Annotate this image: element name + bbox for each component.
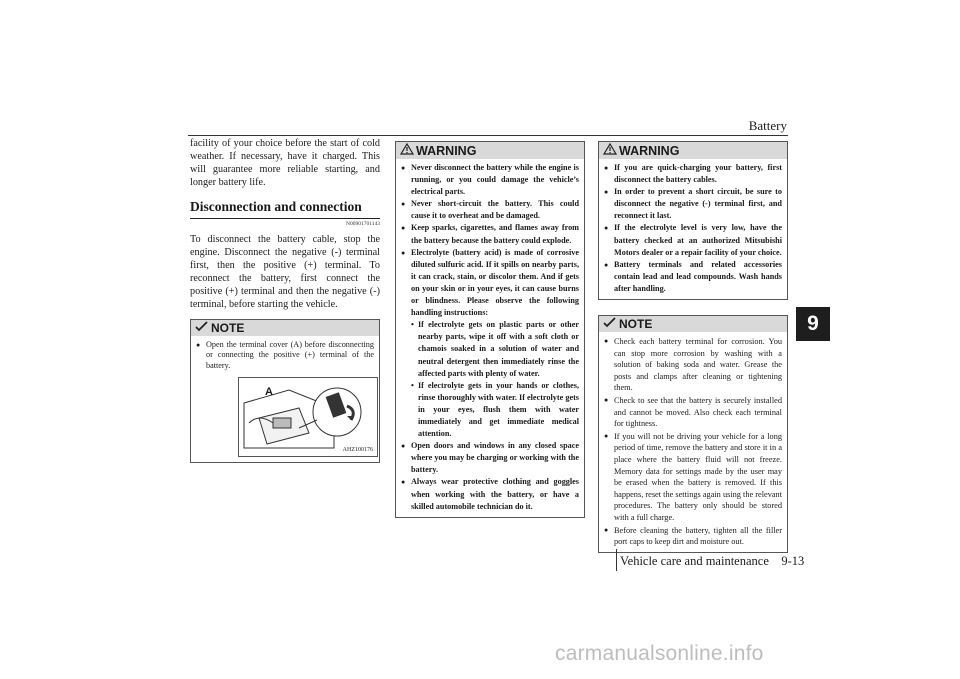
note-header-2 <box>599 316 787 332</box>
column-2 <box>395 141 585 518</box>
pencil-check-icon <box>195 321 208 335</box>
warning-triangle-icon <box>400 143 414 158</box>
warning-label-2: WARNING <box>619 143 680 158</box>
note-body-2 <box>599 332 787 552</box>
warning-item: ● In order to prevent a short circuit, be sure to disconnect the negative (-) terminal first, and reconnect it last. <box>604 186 782 222</box>
column-3 <box>598 141 788 553</box>
page-header-title: Battery <box>748 118 787 133</box>
note-item: ● Before cleaning the battery, tighten all the filler port caps to keep dirt and moisture out. <box>604 525 782 548</box>
warning-box <box>395 141 585 518</box>
warning-item: ● Battery terminals and related accessories contain lead and lead compounds. Wash hands after handling. <box>604 259 782 295</box>
intro-paragraph: facility of your choice before the start of cold weather. If necessary, have it charged. This will guarantee more reliable starting, and longer battery life. <box>190 138 380 188</box>
warning-body <box>396 159 584 517</box>
warning-label: WARNING <box>416 143 477 158</box>
warning-item: ● If you are quick-charging your battery, first disconnect the battery cables. <box>604 162 782 186</box>
warning-item: ● If the electrolyte level is very low, have the battery checked at an authorized Mitsubishi Motors dealer or a repair facility of your choice. <box>604 222 782 258</box>
column-1 <box>190 137 380 463</box>
pencil-check-icon <box>603 317 616 331</box>
warning-item: ● Never disconnect the battery while the engine is running, or you could damage the vehicle’s electrical parts. <box>401 162 579 198</box>
illustration-code: AHZ100176 <box>342 446 373 453</box>
warning-subitem: • If electrolyte gets in your hands or clothes, rinse thoroughly with water. If electrolyte gets in your eyes, flush them with water immediately and get immediate medical attention. <box>401 380 579 440</box>
warning-item: ● Never short-circuit the battery. This could cause it to overheat and be damaged. <box>401 198 579 222</box>
warning-item: ● Electrolyte (battery acid) is made of corrosive diluted sulfuric acid. If it spills on nearby parts, it can crack, stain, or discolor them. And if gets on your skin or in your eyes, it can cause burns or blindness. Please observe the following handling instructions: <box>401 247 579 320</box>
section-code: N00901701143 <box>345 221 380 227</box>
warning-header-2 <box>599 142 787 159</box>
battery-terminal-illustration <box>238 377 378 457</box>
note-item: ● Check each battery terminal for corrosion. You can stop more corrosion by washing with a solution of baking soda and water. Grease the posts and clamps after cleaning or tightening them. <box>604 336 782 394</box>
warning-subitem: • If electrolyte gets on plastic parts or other nearby parts, wipe it off with a soft cloth or chamois soaked in a solution of water and neutral detergent then immediately rinse the affected parts with plenty of water. <box>401 319 579 379</box>
warning-item: ● Open doors and windows in any closed space where you may be charging or working with the battery. <box>401 440 579 476</box>
note-box <box>190 319 380 463</box>
page-footer: Vehicle care and maintenance 9-13 <box>620 554 805 568</box>
note-item: ● If you will not be driving your vehicle for a long period of time, remove the battery and store it in a place where the battery fluid will not freeze. Memory data for settings made by the user may be erased when the battery is removed. If this happens, reset the settings again using the relevant procedures. The battery only should be stored with a full charge. <box>604 431 782 524</box>
warning-triangle-icon <box>603 143 617 158</box>
note-label-2: NOTE <box>619 317 653 332</box>
illustration-label-a: A <box>265 385 273 398</box>
warning-header <box>396 142 584 159</box>
note-body <box>191 336 379 462</box>
note-item: ● Check to see that the battery is securely installed and cannot be moved. Also check each terminal for tightness. <box>604 395 782 430</box>
note-box-2 <box>598 315 788 553</box>
footer-rule <box>616 549 617 571</box>
warning-item: ● Always wear protective clothing and goggles when working with the battery, or have a skilled automobile technician do it. <box>401 476 579 512</box>
warning-box-2 <box>598 141 788 300</box>
note-item: ● Open the terminal cover (A) before disconnecting or connecting the positive (+) terminal of the battery. <box>196 340 374 371</box>
warning-body-2 <box>599 159 787 299</box>
warning-item: ● Keep sparks, cigarettes, and flames away from the battery because the battery could explode. <box>401 222 579 246</box>
watermark: carmanualsonline.info <box>555 642 764 665</box>
header-rule <box>188 135 788 136</box>
note-label: NOTE <box>211 321 245 335</box>
note-header <box>191 320 379 336</box>
chapter-tab: 9 <box>796 307 830 341</box>
section-heading: Disconnection and connection <box>190 199 380 219</box>
body-paragraph: To disconnect the battery cable, stop the engine. Disconnect the negative (-) terminal first, then the positive (+) terminal. To reconnect the battery, first connect the positive (+) terminal and then the negative (-) terminal, before starting the vehicle. <box>190 234 380 310</box>
